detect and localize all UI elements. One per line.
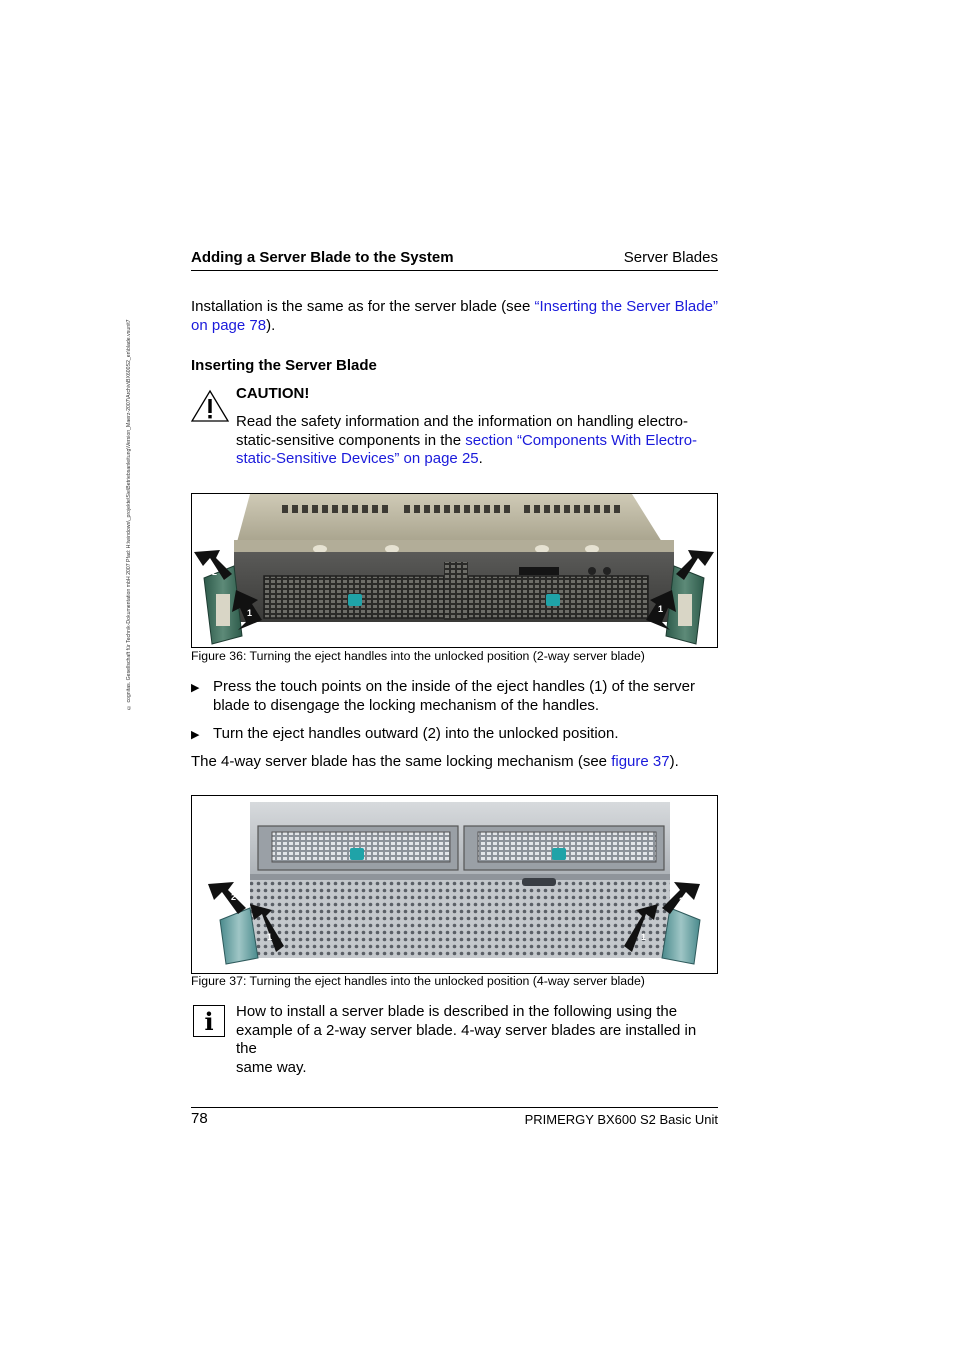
caution-line2-text: static-sensitive components in the	[236, 431, 466, 449]
figure-36-frame	[191, 493, 718, 648]
running-header-chapter: Server Blades	[623, 249, 718, 266]
figure-36-label-1-right: 1	[658, 604, 664, 614]
intro-paragraph	[191, 298, 721, 335]
step-1-line1: Press the touch points on the inside of the eject handles (1) of the server	[213, 678, 695, 695]
intro-text-before: Installation is the same as for the server blade (see	[191, 298, 535, 315]
step-1-bullet-icon: ▶	[191, 682, 200, 694]
intro-link-page-78[interactable]: on page 78	[191, 316, 267, 334]
intro-link-inserting-server-blade[interactable]: “Inserting the Server Blade”	[534, 298, 718, 315]
figure-36-label-1-left: 1	[247, 608, 253, 618]
running-header-section: Adding a Server Blade to the System	[191, 249, 454, 266]
footer-product: PRIMERGY BX600 S2 Basic Unit	[524, 1112, 718, 1127]
figure-36-label-2-right: 2	[695, 563, 701, 573]
caution-title: CAUTION!	[236, 385, 310, 402]
figure-37-label-2-right: 2	[679, 896, 685, 906]
info-line2: example of a 2-way server blade. 4-way server blades are installed in the	[236, 1021, 697, 1057]
figure-37-frame	[191, 795, 718, 974]
caution-line3-end: .	[478, 450, 483, 467]
fourway-link-figure-37[interactable]: figure 37	[611, 753, 670, 770]
header-rule	[191, 270, 718, 271]
figure-37-label-2-left: 2	[231, 892, 237, 902]
caution-line1: Read the safety information and the information on handling electro-	[236, 413, 688, 430]
caution-link-esd-page[interactable]: static-Sensitive Devices” on page 25	[236, 450, 479, 467]
info-note	[236, 1003, 721, 1077]
info-line1: How to install a server blade is described in the following using the	[236, 1003, 678, 1020]
step-2: Turn the eject handles outward (2) into the unlocked position.	[213, 725, 619, 742]
fourway-paragraph	[191, 753, 718, 772]
caution-body	[236, 413, 726, 469]
step-1	[213, 678, 718, 715]
step-2-bullet-icon: ▶	[191, 729, 200, 741]
step-1-line2: blade to disengage the locking mechanism of the handles.	[213, 696, 600, 714]
intro-text-after: ).	[266, 316, 276, 334]
figure-36-caption: Figure 36: Turning the eject handles into the unlocked position (2-way server blade)	[191, 649, 645, 663]
page-number: 78	[191, 1110, 208, 1127]
figure-37-label-1-left: 1	[267, 932, 273, 942]
side-margin-note: © cognitas. Gesellschaft für Technik-Dokumentation mbH 2007 Pfad: H:\windows\_projekte\Sie\Betriebsanleitung\Version_Maerz-2007\Archiv\BX600S2_en\blade.vsunit7	[126, 319, 132, 710]
figure-36-illustration	[192, 494, 717, 647]
inserting-heading: Inserting the Server Blade	[191, 357, 377, 374]
fourway-text-after: ).	[669, 753, 679, 770]
info-icon: i	[193, 1005, 225, 1037]
info-line3: same way.	[236, 1058, 307, 1076]
fourway-text-before: The 4-way server blade has the same locking mechanism (see	[191, 753, 612, 770]
figure-37-illustration	[192, 796, 717, 973]
caution-warning-icon	[190, 389, 230, 423]
caution-link-esd-section[interactable]: section “Components With Electro-	[465, 431, 698, 449]
footer-rule	[191, 1107, 718, 1108]
figure-37-caption: Figure 37: Turning the eject handles into the unlocked position (4-way server blade)	[191, 974, 645, 988]
figure-36-label-2-left: 2	[212, 567, 218, 577]
figure-37-label-1-right: 1	[641, 932, 647, 942]
